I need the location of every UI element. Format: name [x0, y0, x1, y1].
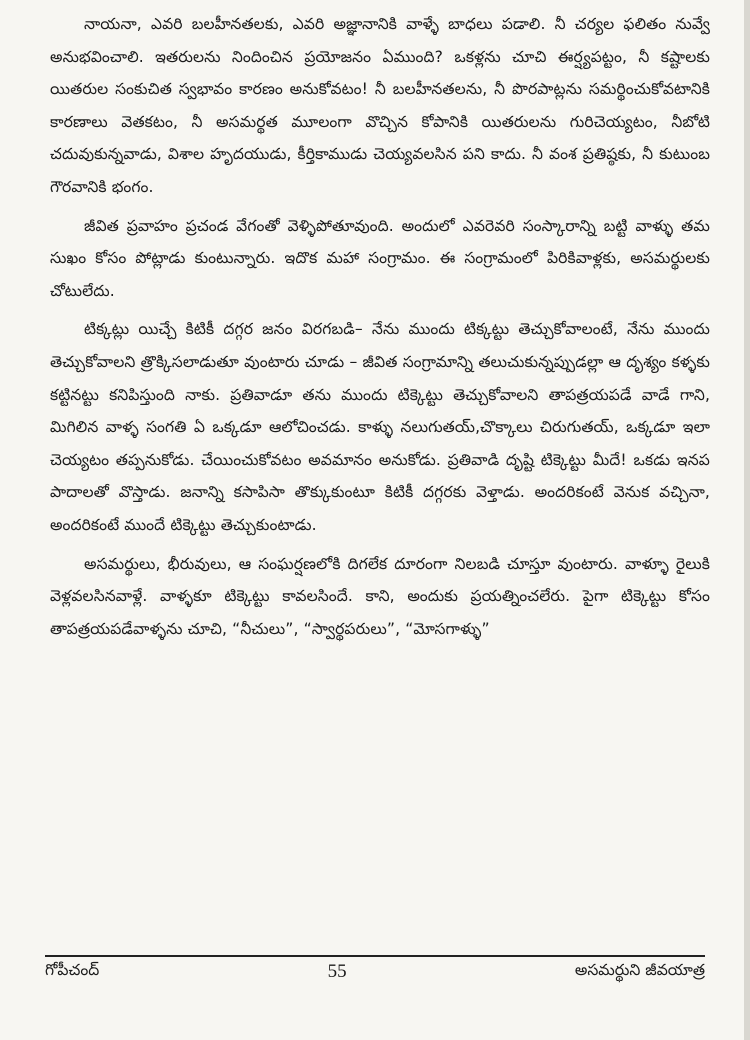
paragraph-4: అసమర్థులు, భీరువులు, ఆ సంఘర్షణలోకి దిగలేక దూరంగా నిలబడి చూస్తూ వుంటారు. వాళ్ళూ రైలుకి వెళ్లవలసినవాళ్లే. వాళ్ళకూ టిక్కెట్టు కావలసిందే. కాని, అందుకు ప్రయత్నించలేరు. పైగా టిక్కెట్టు కోసం తాపత్రయపడేవాళ్ళను చూచి, “నీచులు”, “స్వార్థపరులు”, “మోసగాళ్ళు” [50, 554, 710, 638]
paragraph-1: నాయనా, ఎవరి బలహీనతలకు, ఎవరి అజ్ఞానానికి వాళ్ళే బాధలు పడాలి. నీ చర్యల ఫలితం నువ్వే అనుభవించాలి. ఇతరులను నిందించిన ప్రయోజనం ఏముంది? ఒకళ్లను చూచి ఈర్ష్యపట్టం, నీ కష్టాలకు యితరుల సంకుచిత స్వభావం కారణం అనుకోవటం! నీ బలహీనతలను, నీ పొరపాట్లను సమర్థించుకోవటానికి కారణాలు వెతకటం, నీ అసమర్థత మూలంగా వొచ్చిన కోపానికి యితరులను గురిచెయ్యటం, నీబోటి చదువుకున్నవాడు, విశాల హృదయుడు, కీర్తికాముడు చెయ్యవలసిన పని కాదు. నీ వంశ ప్రతిష్ఠకు, నీ కుటుంబ గౌరవానికి భంగం. [50, 15, 710, 196]
footer-book-title: అసమర్థుని జీవయాత్ర [574, 961, 705, 979]
page-footer [45, 955, 705, 983]
footer-author: గోపీచంద్ [45, 961, 100, 979]
paragraph-2: జీవిత ప్రవాహం ప్రచండ వేగంతో వెళ్ళిపోతూవుంది. అందులో ఎవరెవరి సంస్కారాన్ని బట్టి వాళ్ళు తమ సుఖం కోసం పోట్లాడు కుంటున్నారు. ఇదొక మహా సంగ్రామం. ఈ సంగ్రామంలో పిరికివాళ్లకు, అసమర్థులకు చోటులేదు. [50, 216, 710, 300]
paragraph-3: టిక్కట్లు యిచ్చే కిటికీ దగ్గర జనం విరగబడి– నేను ముందు టిక్కట్టు తెచ్చుకోవాలంటే, నేను ముందు తెచ్చుకోవాలని త్రొక్కిసలాడుతూ వుంటారు చూడు – జీవిత సంగ్రామాన్ని తలుచుకున్నప్పుడల్లా ఆ దృశ్యం కళ్ళకు కట్టినట్టు కనిపిస్తుంది నాకు. ప్రతివాడూ తను ముందు టిక్కెట్టు తెచ్చుకోవాలని తాపత్రయపడే వాడే గాని, మిగిలిన వాళ్ళ సంగతి ఏ ఒక్కడూ ఆలోచించడు. కాళ్ళు నలుగుతయ్,చొక్కాలు చిరుగుతయ్, ఒక్కడూ ఇలా చెయ్యటం తప్పనుకోడు. చేయించుకోవటం అవమానం అనుకోడు. ప్రతివాడి దృష్టి టిక్కెట్టు మీదే! ఒకడు ఇనప పాదాలతో వొస్తాడు. జనాన్ని కసాపిసా తొక్కుకుంటూ కిటికీ దగ్గరకు వెళ్తాడు. అందరికంటే వెనుక వచ్చినా, అందరికంటే ముందే టిక్కెట్టు తెచ్చుకుంటాడు. [50, 320, 710, 534]
page-number: 55 [327, 961, 347, 982]
page-body [50, 8, 710, 645]
